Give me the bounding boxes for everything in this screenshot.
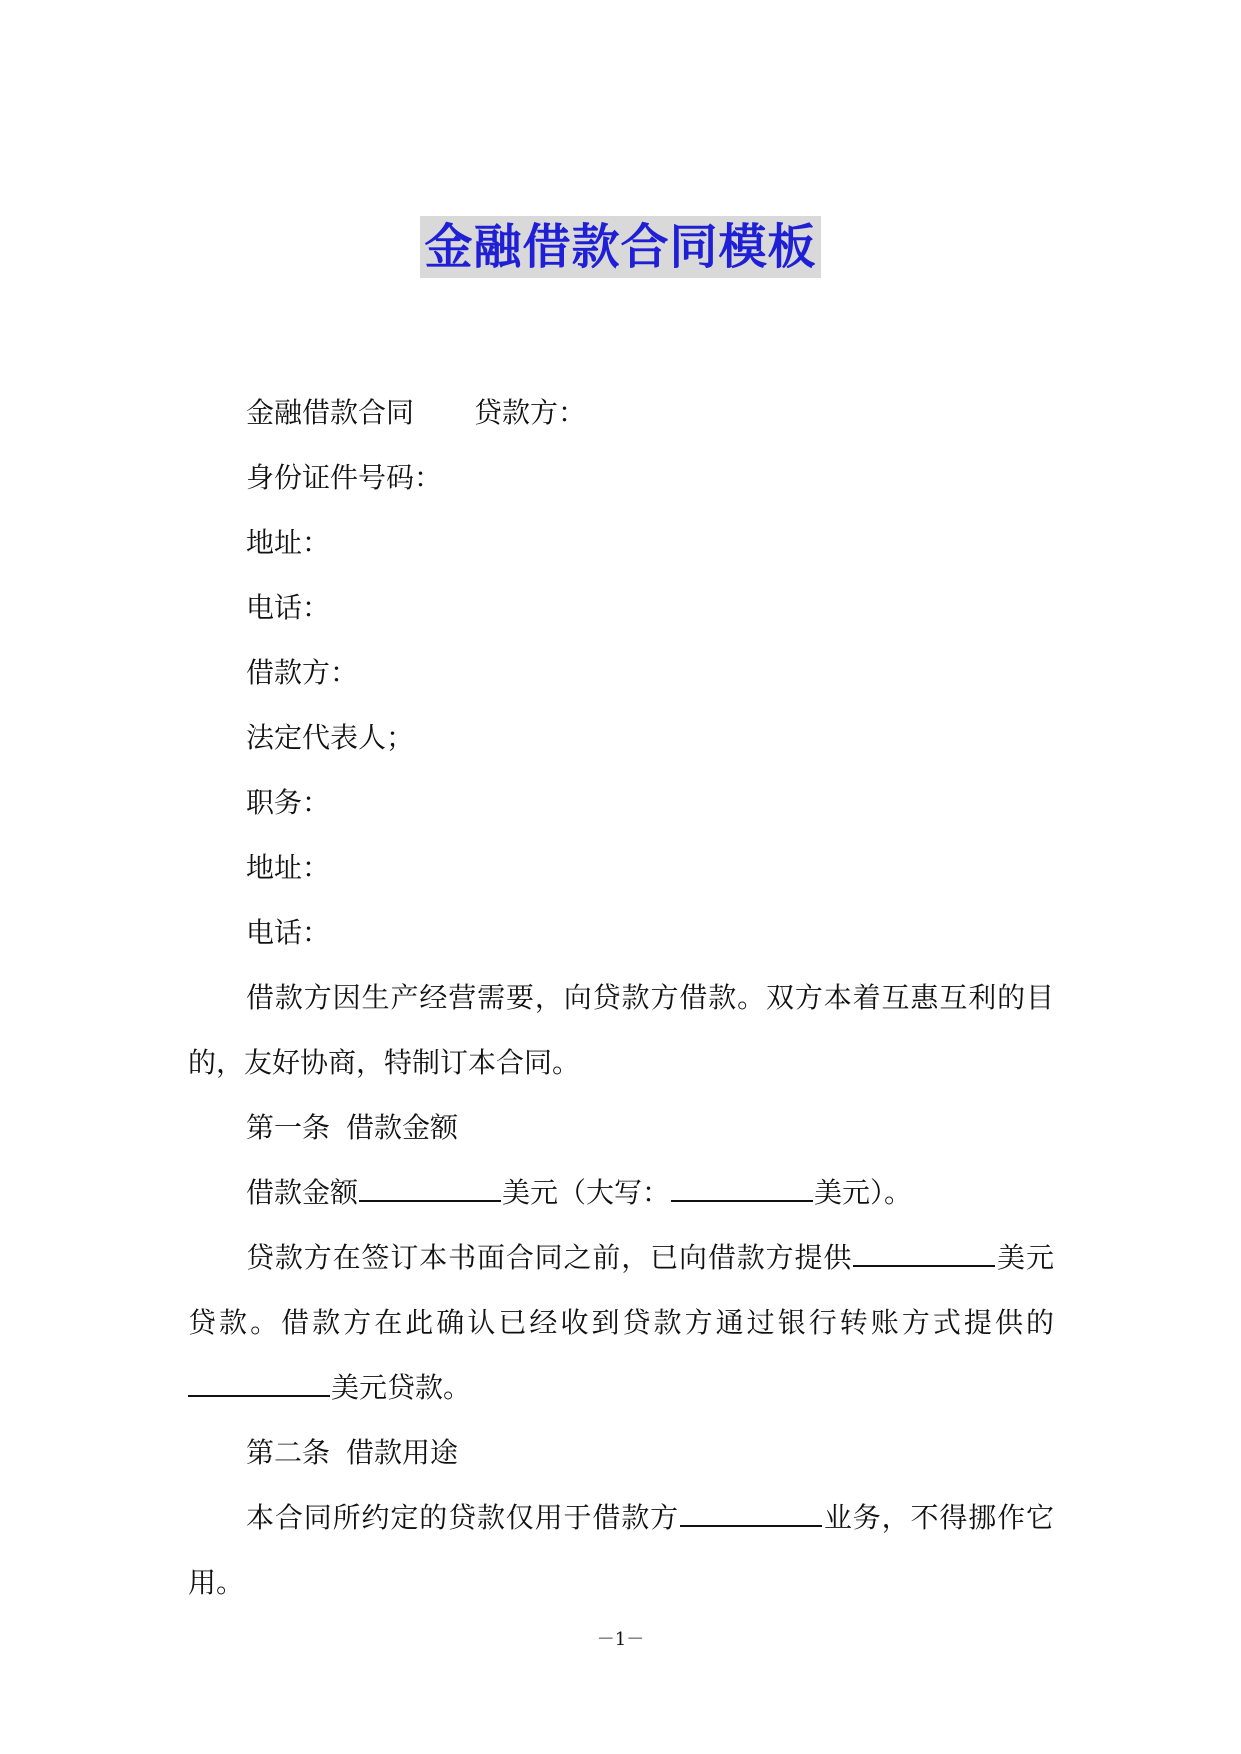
id-number-label: 身份证件号码： <box>246 461 443 494</box>
borrower-phone-label: 电话： <box>246 916 331 949</box>
loan-amount-currency: 美元（大写： <box>502 1176 671 1209</box>
loan-amount-words-blank[interactable] <box>671 1178 813 1202</box>
preamble-line-1 <box>188 965 1054 1030</box>
transfer-amount-blank[interactable] <box>188 1373 330 1397</box>
preamble-text-2: 的，友好协商，特制订本合同。 <box>188 1046 581 1079</box>
article-2-heading <box>188 1420 1054 1485</box>
borrower-address-line <box>188 835 1054 900</box>
provided-currency: 美元 <box>996 1241 1054 1274</box>
loan-amount-line <box>188 1160 1054 1225</box>
provided-text-2: 贷款。借款方在此确认已经收到贷款方通过银行转账方式提供的 <box>188 1306 1054 1339</box>
borrower-line <box>188 640 1054 705</box>
provided-text-1: 贷款方在签订本书面合同之前，已向借款方提供 <box>246 1241 853 1274</box>
article-1-number: 第一条 <box>246 1111 331 1144</box>
loan-amount-blank[interactable] <box>359 1178 501 1202</box>
provided-line-3 <box>188 1355 1054 1420</box>
lender-phone-line <box>188 575 1054 640</box>
preamble-line-2 <box>188 1030 1054 1095</box>
document-body <box>188 380 1054 1615</box>
purpose-line-2 <box>188 1550 1054 1615</box>
position-label: 职务： <box>246 786 331 819</box>
provided-amount-blank[interactable] <box>853 1243 995 1267</box>
lender-address-line <box>188 510 1054 575</box>
loan-amount-suffix: 美元）。 <box>814 1176 913 1209</box>
article-2-number: 第二条 <box>246 1436 331 1469</box>
borrower-label: 借款方： <box>246 656 359 689</box>
position-line <box>188 770 1054 835</box>
lender-phone-label: 电话： <box>246 591 331 624</box>
article-2-title: 借款用途 <box>346 1436 459 1469</box>
lender-label: 贷款方： <box>474 396 587 429</box>
lender-address-label: 地址： <box>246 526 331 559</box>
purpose-text-1: 本合同所约定的贷款仅用于借款方 <box>246 1501 680 1534</box>
borrower-address-label: 地址： <box>246 851 331 884</box>
loan-amount-label: 借款金额 <box>246 1176 359 1209</box>
document-title: 金融借款合同模板 <box>420 216 820 278</box>
provided-line-1 <box>188 1225 1054 1290</box>
provided-line-2 <box>188 1290 1054 1355</box>
article-1-title: 借款金额 <box>346 1111 459 1144</box>
contract-name: 金融借款合同 <box>246 396 415 429</box>
title-container <box>0 216 1241 278</box>
provided-text-3: 美元贷款。 <box>331 1371 472 1404</box>
purpose-line-1 <box>188 1485 1054 1550</box>
contract-header-line <box>188 380 1054 445</box>
page-number: －1－ <box>596 1629 645 1650</box>
legal-rep-line <box>188 705 1054 770</box>
legal-rep-label: 法定代表人； <box>246 721 415 754</box>
borrower-phone-line <box>188 900 1054 965</box>
article-1-heading <box>188 1095 1054 1160</box>
id-number-line <box>188 445 1054 510</box>
preamble-text-1: 借款方因生产经营需要，向贷款方借款。双方本着互惠互利的目 <box>246 981 1054 1014</box>
business-blank[interactable] <box>680 1503 822 1527</box>
purpose-text-2: 用。 <box>188 1566 245 1599</box>
purpose-text-1-suffix: 业务，不得挪作它 <box>823 1501 1054 1534</box>
